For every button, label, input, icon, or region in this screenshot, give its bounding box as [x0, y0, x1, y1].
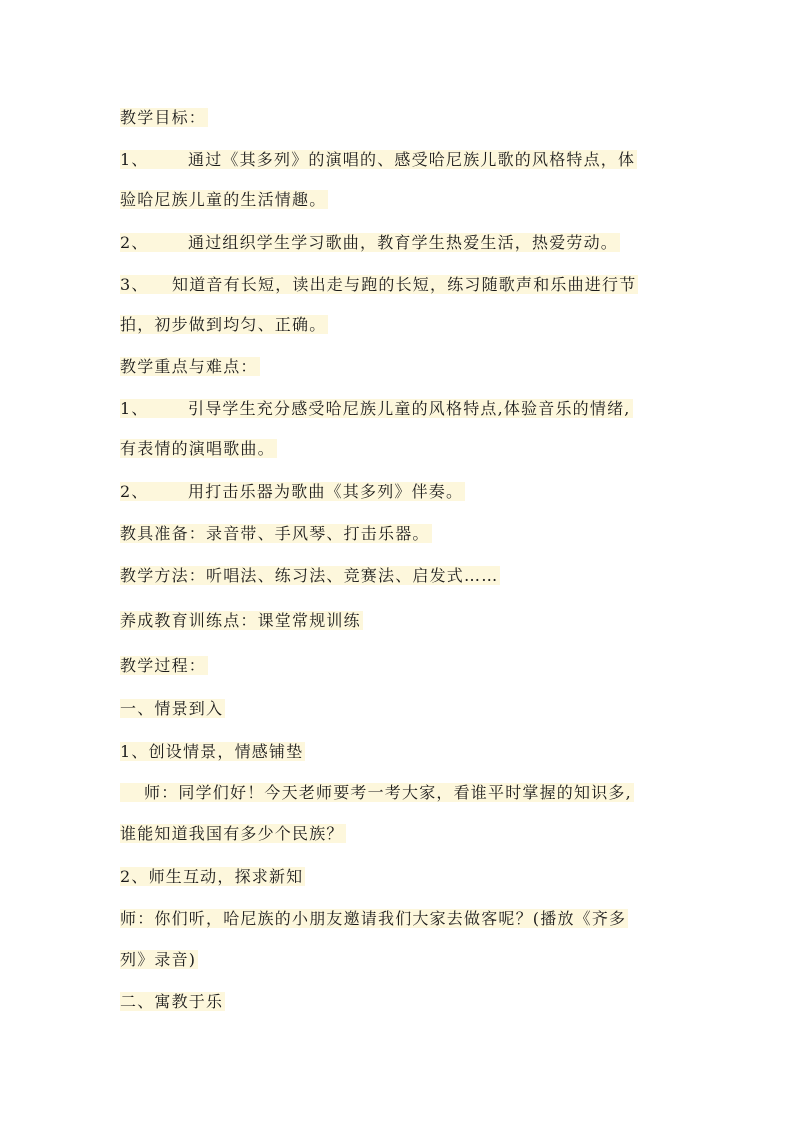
- goal-1-text: 通过《其多列》的演唱的、感受哈尼族儿歌的风格特点，体: [188, 150, 636, 169]
- goal-1-line-2: 验哈尼族儿童的生活情趣。: [120, 190, 327, 209]
- goals-heading: 教学目标：: [120, 108, 207, 127]
- goal-1-line-1: [120, 146, 637, 174]
- section-1-heading: 一、情景到入: [120, 699, 224, 718]
- keypoint-2: [120, 478, 465, 506]
- keypoint-2-number: 2、: [120, 482, 149, 501]
- teaching-tools: 教具准备：录音带、手风琴、打击乐器。: [120, 524, 430, 543]
- keypoints-heading: 教学重点与难点：: [120, 357, 258, 376]
- keypoint-2-text: 用打击乐器为歌曲《其多列》伴奏。: [188, 482, 464, 501]
- keypoint-1-text: 引导学生充分感受哈尼族儿童的风格特点,体验音乐的情绪,: [188, 399, 631, 418]
- teaching-methods: 教学方法：听唱法、练习法、竞赛法、启发式……: [120, 566, 499, 585]
- step-1: 1、创设情景，情感铺垫: [120, 742, 304, 761]
- keypoint-1-line-1: [120, 395, 633, 423]
- training-point: 养成教育训练点：课堂常规训练: [120, 611, 361, 630]
- keypoint-1-number: 1、: [120, 399, 149, 418]
- goal-3-line-2: 拍，初步做到均匀、正确。: [120, 315, 327, 334]
- teacher-speech-1-line-2: 谁能知道我国有多少个民族？: [120, 824, 344, 843]
- teacher-speech-2-line-1: 师：你们听，哈尼族的小朋友邀请我们大家去做客呢？(播放《齐多: [120, 909, 627, 928]
- teacher-speech-2-line-2: 列》录音): [120, 950, 197, 969]
- goal-1-number: 1、: [120, 150, 149, 169]
- goal-2-number: 2、: [120, 233, 149, 252]
- goal-2: [120, 229, 620, 257]
- goal-3-number: 3、: [120, 275, 149, 294]
- section-2-heading: 二、寓教于乐: [120, 992, 224, 1011]
- teacher-speech-1-line-1: 师：同学们好！今天老师要考一考大家，看谁平时掌握的知识多,: [120, 779, 634, 807]
- process-heading: 教学过程：: [120, 656, 207, 675]
- step-2: 2、师生互动，探求新知: [120, 867, 304, 886]
- goal-3-line-1: [120, 271, 638, 299]
- goal-2-text: 通过组织学生学习歌曲，教育学生热爱生活，热爱劳动。: [188, 233, 619, 252]
- goal-3-text: 知道音有长短，读出走与跑的长短，练习随歌声和乐曲进行节: [172, 275, 637, 294]
- keypoint-1-line-2: 有表情的演唱歌曲。: [120, 439, 275, 458]
